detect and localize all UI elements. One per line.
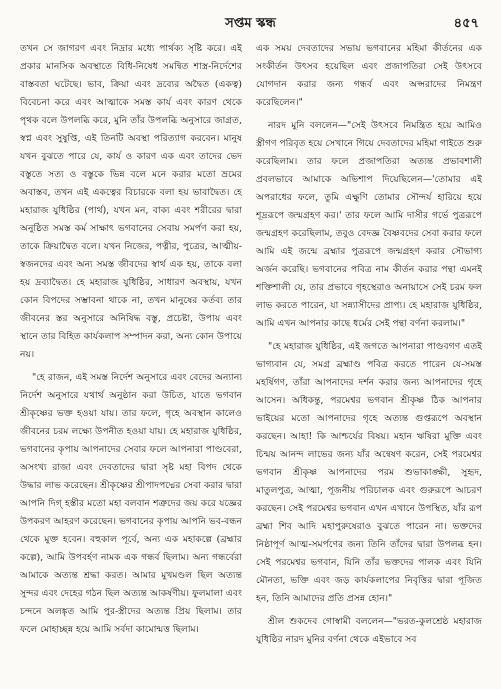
paragraph: তখন সে জাগরণ এবং নিদ্রার মধ্যে পার্থক্য সৃষ্টি করে। এই প্রকার মানসিক অবস্থাতে বিধি-নিষেধ সমন্বিত শাস্ত্র-নির্দেশের বাস্তবতা ঘটেছে। ভাব, ক্রিয়া এবং দ্রব্যের অদ্বৈত (একত্ব) বিবেচনা করে এবং আত্মাকে সমস্ত কার্য এবং কারণ থেকে পৃথক বলে উপলব্ধি করে, মুনি তাঁর উপলব্ধি অনুসারে জাগ্রত, স্বপ্ন এবং সুষুপ্তি, এই তিনটি অবস্থা পরিত্যাগ করবেন। মানুষ যখন বুঝতে পারে যে, কার্য ও কারণ এক এবং তাদের ভেদ বস্তুতে সত্য ও বস্তুকে ভিন্ন বলে মনে করার মতো ভ্রমের অবাস্তব, তখন এই একত্বের বিচারকে বলা হয় ভাবাদ্বৈত। হে মহারাজ যুধিষ্ঠির (পার্থ), যখন মন, বাক্য এবং শরীরের দ্বারা অনুষ্ঠিত সমস্ত কর্ম সাক্ষাৎ ভগবানের সেবায় সমর্পণ করা হয়, তাকে ক্রিয়াদ্বৈত বলে। যখন নিজের, পত্নীর, পুত্রের, আত্মীয়-স্বজনদের এবং অন্য সমস্ত জীবদের স্বার্থ এক হয়, তাকে বলা হয় দ্রব্যাদ্বৈত। হে মহারাজ যুধিষ্ঠির, সাধারণ অবস্থায়, যখন কোন বিপদের সম্ভাবনা থাকে না, তখন মানুষের কর্তব্য তার জীবনের স্তর অনুসারে অনিষিদ্ধ বস্তু, প্রচেষ্টা, উপায় এবং স্থানে তার বিহিত কার্যকলাপ সম্পাদন করা, অন্য কোন উপায়ে নয়।	[20, 43, 242, 360]
chapter-title: সপ্তম স্কন্ধ	[225, 16, 276, 31]
left-column	[20, 40, 242, 680]
paragraph: "হে রাজন, এই সমস্ত নির্দেশ অনুসারে এবং বেদের অন্যান্য নির্দেশ অনুসারে যথার্থ অনুষ্ঠান করা উচিত, যাতে ভগবান শ্রীকৃষ্ণের ভক্ত হওয়া যায়। তার ফলে, গৃহে অবস্থান কালেও জীবনের চরম লক্ষ্যে উপনীত হওয়া যায়। হে মহারাজ যুধিষ্ঠির, ভগবানের কৃপায় আপনাদের সেবার ফলে আপনারা পাণ্ডবেরা, অসংখ্য রাজা এবং দেবতাদের দ্বারা সৃষ্ট মহা বিপদ থেকে উদ্ধার লাভ করেছেন। শ্রীকৃষ্ণের শ্রীপাদপদ্মের সেবা করার দ্বারা আপনি দিগ্‌ হস্তীর মতো মহা বলবান শত্রুদের জয় করে যজ্ঞের উপকরণ আহরণ করেছেন। ভগবানের কৃপায় আপনি ভব-বন্ধন থেকে মুক্ত হবেন। বহুকাল পূর্বে, অন্য এক মহাকল্পে (ব্রহ্মার কল্পে), আমি উপবর্হণ নামক এক গন্ধর্ব ছিলাম। অন্য গন্ধর্বেরা আমাকে অত্যন্ত শ্রদ্ধা করত। আমার মুখমণ্ডল ছিল অত্যন্ত সুন্দর এবং দেহের গঠন ছিল অত্যন্ত আকর্ষণীয়। ফুলমালা এবং চন্দনে অলঙ্কৃত আমি পুর-স্ত্রীদের অত্যন্ত প্রিয় ছিলাম। তার ফলে মোহাচ্ছন্ন হয়ে আমি সর্বদা কামোন্মত্ত ছিলাম।	[20, 372, 242, 635]
paragraph: নারদ মুনি বললেন—"সেই উৎসবে নিমন্ত্রিত হয়ে আমিও স্ত্রীগণ পরিবৃত হয়ে সেখানে গিয়ে দেবতাদের মহিমা গাইতে শুরু করেছিলাম। তার ফলে প্রজাপতিরা অত্যন্ত প্রভাবশালী প্রবলভাবে আমাকে অভিশাপ দিয়েছিলেন—'তোমার এই অপরাধের ফলে, তুমি এক্ষুণি তোমার সৌন্দর্য হারিয়ে হয়ে শূদ্ররূপে জন্মগ্রহণ কর।' তার ফলে আমি দাসীর গর্ভে পুত্ররূপে জন্মগ্রহণ করেছিলাম, তবুও বেদজ্ঞ বৈষ্ণবদের সেবা করার ফলে আমি এই জন্মে ব্রহ্মার পুত্ররূপে জন্মগ্রহণ করার সৌভাগ্য অর্জন করেছি। ভগবানের পবিত্র নাম কীর্তন করার পন্থা এমনই শক্তিশালী যে, তার প্রভাবে গৃহস্থেরাও অনায়াসে সেই চরম ফল লাভ করতে পারেন, যা সন্ন্যাসীদের প্রাপ্য। হে মহারাজ যুধিষ্ঠির, আমি এখন আপনার কাছে ধর্মের সেই পন্থা বর্ণনা করলাম।"	[256, 120, 482, 329]
page-number: ৪৫৭	[453, 16, 479, 31]
paragraph: এক সময় দেবতাদের সভায় ভগবানের মহিমা কীর্তনের এক সংকীর্তন উৎসব হয়েছিল এবং প্রজাপতিরা সেই উৎসবে যোগদান করার জন্য গন্ধর্ব এবং অপ্সরাদের নিমন্ত্রণ করেছিলেন।"	[256, 43, 482, 108]
page-header	[0, 14, 501, 36]
paragraph: শ্রীল শুকদেব গোস্বামী বললেন—"ভরত-কুলশ্রেষ্ঠ মহারাজ যুধিষ্ঠির নারদ মুনির বর্ণনা থেকে এইভাবে সব	[256, 616, 482, 645]
paragraph: "হে মহারাজ যুধিষ্ঠির, এই জগতে আপনারা পাণ্ডবগণ এতই ভাগ্যবান যে, সমগ্র ব্রহ্মাণ্ড পবিত্র করতে পারেন যে-সমস্ত মহর্ষিগণ, তাঁরা আপনাদের দর্শন করার জন্য আপনাদের গৃহে আসেন। অধিকন্তু, পরমেশ্বর ভগবান শ্রীকৃষ্ণ ঠিক আপনার ভাইয়ের মতো আপনাদের গৃহে অত্যন্ত গুপ্তরূপে অবস্থান করছেন। আহা! কি আশ্চর্যের বিষয়। মহান ঋষিরা মুক্তি এবং চিন্ময় আনন্দ লাভের জন্য যাঁর অন্বেষণ করেন, সেই পরমেশ্বর ভগবান শ্রীকৃষ্ণ আপনাদের পরম শুভাকাঙ্ক্ষী, সুহৃদ, মাতুলপুত্র, আত্মা, পূজনীয় পরিচালক এবং গুরুরূপে আচরণ করছেন। সেই পরমেশ্বর ভগবান এখন এখানে উপস্থিত, যাঁর রূপ ব্রহ্মা শিব আদি মহাপুরুষেরাও বুঝতে পারেন না। ভক্তদের নিষ্ঠাপূর্ণ আত্ম-সমর্পণের জন্য তিনি তাঁদের দ্বারা উপলব্ধ হন। সেই পরমেশ্বর ভগবান, যিনি তাঁর ভক্তদের পালক এবং যিনি মৌনতা, ভক্তি এবং জড় কার্যকলাপের নিবৃত্তির দ্বারা পূজিত হন, তিনি আমাদের প্রতি প্রসন্ন হোন।"	[256, 341, 482, 604]
right-column	[256, 40, 482, 680]
